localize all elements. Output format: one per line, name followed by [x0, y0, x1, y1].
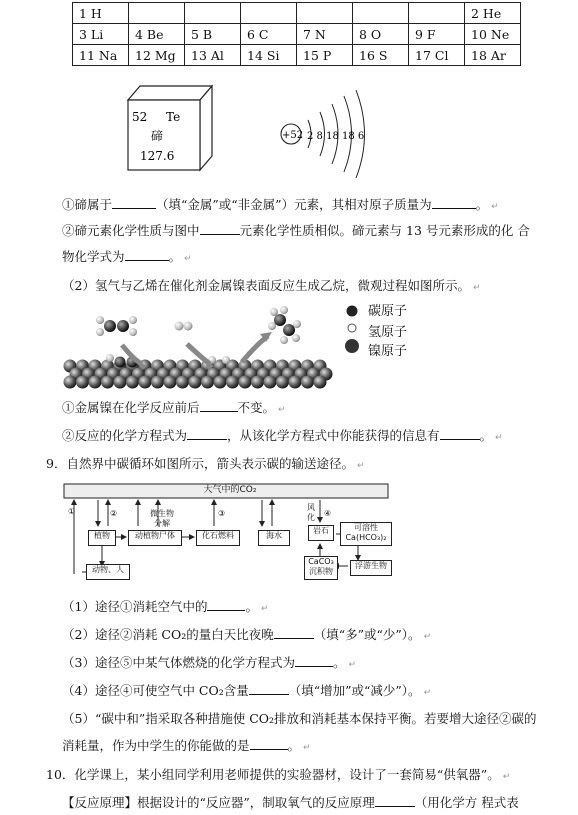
- element-cell: 11 Na: [73, 45, 129, 66]
- element-cell: 12 Mg: [129, 45, 185, 66]
- answer-blank[interactable]: [112, 196, 156, 209]
- answer-blank[interactable]: [187, 427, 227, 440]
- nickel-atom: [126, 376, 139, 389]
- element-cell: 18 Ar: [465, 45, 521, 66]
- answer-blank[interactable]: [200, 222, 240, 235]
- ethane-molecule: [268, 306, 301, 344]
- element-symbol: Te: [166, 110, 181, 124]
- nickel-atom: [239, 376, 252, 389]
- nickel-atom: [189, 376, 202, 389]
- nickel-atom: [214, 376, 227, 389]
- nickel-atom: [226, 376, 239, 389]
- element-cell: 2 He: [465, 3, 521, 24]
- nickel-atom: [301, 376, 314, 389]
- nickel-atom: [314, 376, 327, 389]
- answer-blank[interactable]: [432, 196, 476, 209]
- nickel-surface: [64, 360, 333, 389]
- nickel-atom: [176, 376, 189, 389]
- answer-blank[interactable]: [375, 794, 415, 807]
- element-name: 碲: [151, 129, 164, 143]
- remains-box: 动植物尸体: [128, 530, 182, 546]
- nickel-atom: [114, 376, 127, 389]
- element-cell: 13 Al: [185, 45, 241, 66]
- q9-1: （1）途径①消耗空气中的 。 ↵: [62, 599, 269, 614]
- answer-blank[interactable]: [200, 399, 238, 412]
- nickel-atom: [101, 376, 114, 389]
- nickel-atom: [139, 376, 152, 389]
- nickel-atom: [151, 376, 164, 389]
- element-cell: [297, 3, 353, 24]
- path-3-label: ③: [218, 509, 226, 518]
- legend-nickel: 镍原子: [368, 344, 408, 359]
- element-cell: 6 C: [241, 24, 297, 45]
- reaction-diagram: [62, 300, 352, 390]
- hydrogen-molecule: [175, 322, 193, 331]
- answer-blank[interactable]: [249, 682, 289, 695]
- nickel-atom: [64, 376, 77, 389]
- ethylene-molecule: [96, 316, 137, 336]
- element-cell: 15 P: [297, 45, 353, 66]
- q1-2a: ②碲元素化学性质与图中 元素化学性质相似。碲元素与 13 号元素形成的化 合: [62, 223, 530, 238]
- q9-5a: （5）“碳中和”指采取各种措施使 CO₂排放和消耗基本保持平衡。若要增大途径②碳的: [62, 711, 537, 726]
- answer-blank[interactable]: [207, 598, 245, 611]
- element-cell: [353, 3, 409, 24]
- answer-blank[interactable]: [274, 626, 314, 639]
- periodic-row: [73, 3, 521, 24]
- nickel-atom: [289, 376, 302, 389]
- plants-box: 植物: [88, 530, 116, 546]
- caco3-box: CaCO₃ 沉积物: [304, 556, 338, 580]
- element-cell: 9 F: [409, 24, 465, 45]
- legend-markers: [338, 300, 368, 360]
- fossil-fuel-box: 化石燃料: [196, 530, 240, 546]
- q9-5b: 消耗量，作为中学生的你能做的是 。 ↵: [62, 738, 311, 753]
- element-cell: 3 Li: [73, 24, 129, 45]
- element-cell: 5 B: [185, 24, 241, 45]
- answer-blank[interactable]: [295, 654, 333, 667]
- element-cell: [409, 3, 465, 24]
- element-cell: 14 Si: [241, 45, 297, 66]
- answer-blank[interactable]: [125, 248, 169, 261]
- nickel-atom: [89, 376, 102, 389]
- animals-box: 动物、人: [86, 564, 130, 580]
- nickel-atom: [201, 376, 214, 389]
- element-cell: 7 N: [297, 24, 353, 45]
- weathering-label: 风 化: [307, 503, 315, 522]
- periodic-row: [73, 24, 521, 45]
- atmosphere-label: 大气中的CO₂: [203, 485, 257, 495]
- q2-2: ②反应的化学方程式为 ，从该化学方程式中你能获得的信息有 。 ↵: [62, 428, 503, 443]
- legend-hydrogen: 氢原子: [368, 325, 408, 340]
- q2-intro: （2）氢气与乙烯在催化剂金属镍表面反应生成乙烷，微观过程如图所示。 ↵: [62, 278, 481, 293]
- path-1-label: ①: [68, 507, 76, 516]
- nickel-atom: [164, 376, 177, 389]
- element-card: [118, 78, 218, 178]
- element-cell: 8 O: [353, 24, 409, 45]
- element-cell: 10 Ne: [465, 24, 521, 45]
- atom-structure-diagram: [270, 78, 380, 178]
- element-number: 52: [132, 110, 148, 124]
- q2-1: ①金属镍在化学反应前后 不变。 ↵: [62, 400, 286, 415]
- q1-2b: 物化学式为 。 ↵: [62, 249, 192, 264]
- decompose-label: 微生物 分解: [150, 509, 174, 528]
- nickel-atom: [264, 376, 277, 389]
- periodic-table-fragment: [72, 2, 521, 66]
- sea-box: 海水: [258, 530, 290, 546]
- nickel-atom: [276, 376, 289, 389]
- element-cell: [185, 3, 241, 24]
- q9-3: （3）途径⑤中某气体燃烧的化学方程式为 。 ↵: [62, 655, 357, 670]
- q1-1: ①碲属于 （填“金属”或“非金属”）元素，其相对原子质量为 。 ↵: [62, 197, 499, 212]
- shell-electrons: 2 8 18 18 6: [307, 131, 365, 142]
- element-cell: 17 Cl: [409, 45, 465, 66]
- element-cell: [241, 3, 297, 24]
- element-cell: 1 H: [73, 3, 129, 24]
- answer-blank[interactable]: [440, 427, 480, 440]
- q9-2: （2）途径②消耗 CO₂的量白天比夜晚 （填“多”或“少”）。 ↵: [62, 627, 432, 642]
- element-cell: [129, 3, 185, 24]
- q10-title: 10．化学课上，某小组同学利用老师提供的实验器材，设计了一套简易“供氧器”。 ↵: [46, 767, 511, 782]
- nickel-atom: [76, 376, 89, 389]
- soluble-box: 可溶性 Ca(HCO₃)₂: [340, 522, 392, 546]
- path-2-label: ②: [110, 509, 118, 518]
- path-4-label: ④: [324, 509, 332, 518]
- nickel-atom: [251, 376, 264, 389]
- plankton-box: 浮游生物: [350, 560, 392, 576]
- nucleus-label: +52: [282, 130, 304, 141]
- q10-principle: 【反应原理】根据设计的“反应器”，制取氧气的反应原理 （用化学方 程式表: [62, 795, 519, 810]
- element-mass: 127.6: [140, 149, 175, 163]
- element-cell: 4 Be: [129, 24, 185, 45]
- q9-title: 9．自然界中碳循环如图所示，箭头表示碳的输送途径。 ↵: [46, 456, 365, 471]
- q9-4: （4）途径④可使空气中 CO₂含量 （填“增加”或“减少”）。 ↵: [62, 683, 432, 698]
- rock-box: 岩石: [308, 525, 334, 541]
- arrow-desorb: [242, 336, 268, 362]
- element-cell: 16 S: [353, 45, 409, 66]
- answer-blank[interactable]: [250, 737, 288, 750]
- periodic-row: [73, 45, 521, 66]
- legend-carbon: 碳原子: [368, 304, 408, 319]
